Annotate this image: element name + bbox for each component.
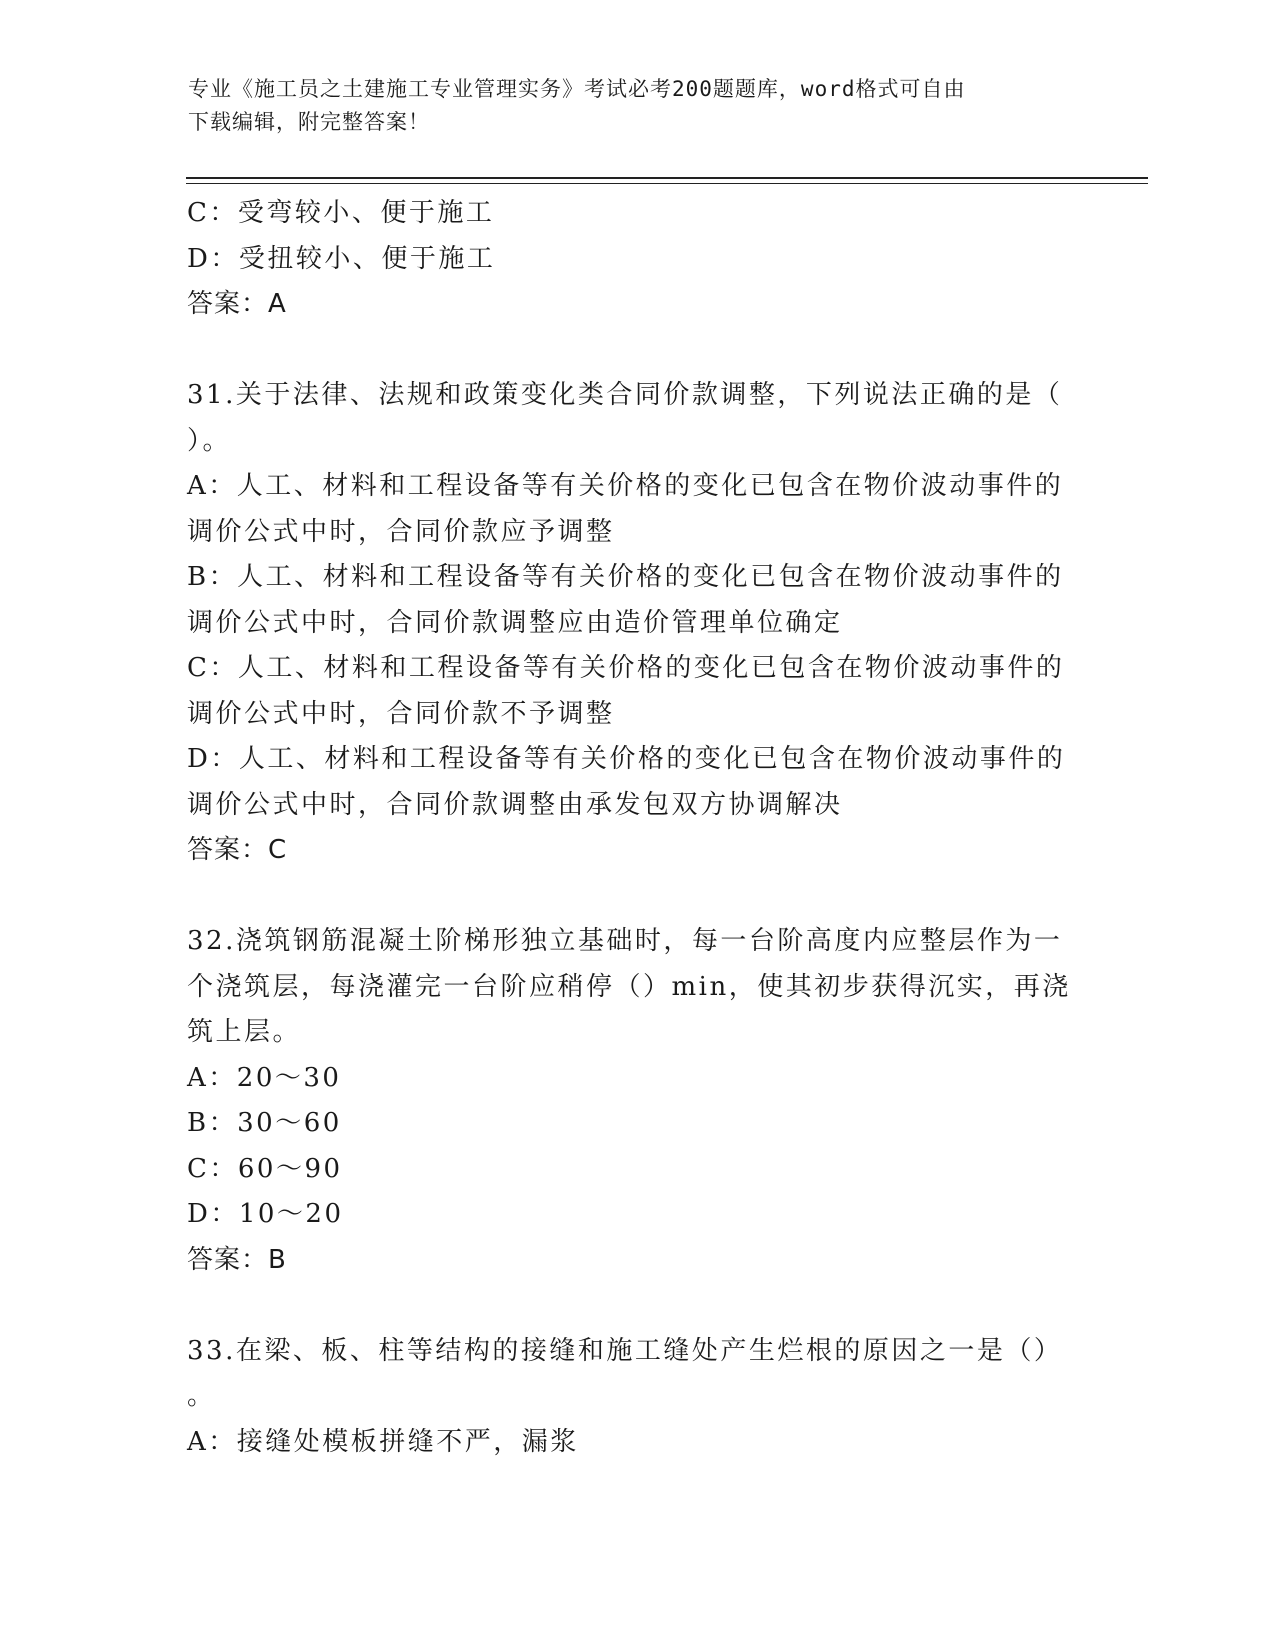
spacer bbox=[187, 1283, 1087, 1329]
option-b-cont: 调价公式中时，合同价款调整应由造价管理单位确定 bbox=[187, 607, 843, 638]
option-a: A：20～30 bbox=[187, 1062, 342, 1093]
spacer bbox=[187, 874, 1087, 920]
question-stem: 31.关于法律、法规和政策变化类合同价款调整，下列说法正确的是（ bbox=[187, 380, 1063, 410]
option-d: D：人工、材料和工程设备等有关价格的变化已包含在物价波动事件的 bbox=[187, 744, 1066, 774]
document-header bbox=[188, 73, 1088, 139]
option-d-cont: 调价公式中时，合同价款调整由承发包双方协调解决 bbox=[187, 789, 843, 820]
question-stem: 33.在梁、板、柱等结构的接缝和施工缝处产生烂根的原因之一是（） bbox=[187, 1335, 1063, 1366]
option-d: D：受扭较小、便于施工 bbox=[187, 243, 496, 274]
option-d: D：10～20 bbox=[187, 1199, 344, 1229]
spacer bbox=[187, 328, 1087, 374]
question-stem-cont: 个浇筑层，每浇灌完一台阶应稍停（）min，使其初步获得沉实，再浇 bbox=[187, 971, 1071, 1002]
header-divider-thick bbox=[186, 177, 1148, 179]
question-stem-cont: 筑上层。 bbox=[187, 1017, 302, 1047]
question-stem-cont: ）。 bbox=[187, 425, 232, 456]
question-33 bbox=[187, 1329, 1087, 1466]
option-c: C：60～90 bbox=[187, 1153, 343, 1184]
option-c: C：受弯较小、便于施工 bbox=[187, 198, 495, 228]
option-b: B：30～60 bbox=[187, 1108, 342, 1138]
option-a: A：人工、材料和工程设备等有关价格的变化已包含在物价波动事件的 bbox=[187, 471, 1064, 501]
header-divider-thin bbox=[186, 183, 1148, 184]
question-32 bbox=[187, 919, 1087, 1283]
answer-line: 答案：B bbox=[187, 1244, 287, 1275]
option-a-cont: 调价公式中时，合同价款应予调整 bbox=[187, 516, 615, 547]
header-line-1: 专业《施工员之土建施工专业管理实务》考试必考200题题库，word格式可自由 bbox=[188, 77, 966, 101]
answer-line: 答案：A bbox=[187, 289, 287, 319]
answer-line: 答案：C bbox=[187, 835, 288, 865]
document-body bbox=[187, 191, 1087, 1465]
option-b: B：人工、材料和工程设备等有关价格的变化已包含在物价波动事件的 bbox=[187, 562, 1064, 592]
header-line-2: 下载编辑，附完整答案！ bbox=[188, 110, 430, 134]
option-c: C：人工、材料和工程设备等有关价格的变化已包含在物价波动事件的 bbox=[187, 653, 1065, 683]
question-31 bbox=[187, 373, 1087, 874]
question-stem-cont: 。 bbox=[187, 1381, 216, 1411]
option-a: A：接缝处模板拼缝不严，漏浆 bbox=[187, 1426, 579, 1457]
question-stem: 32.浇筑钢筋混凝土阶梯形独立基础时，每一台阶高度内应整层作为一 bbox=[187, 926, 1063, 956]
option-c-cont: 调价公式中时，合同价款不予调整 bbox=[187, 698, 615, 729]
question-30-tail bbox=[187, 191, 1087, 328]
